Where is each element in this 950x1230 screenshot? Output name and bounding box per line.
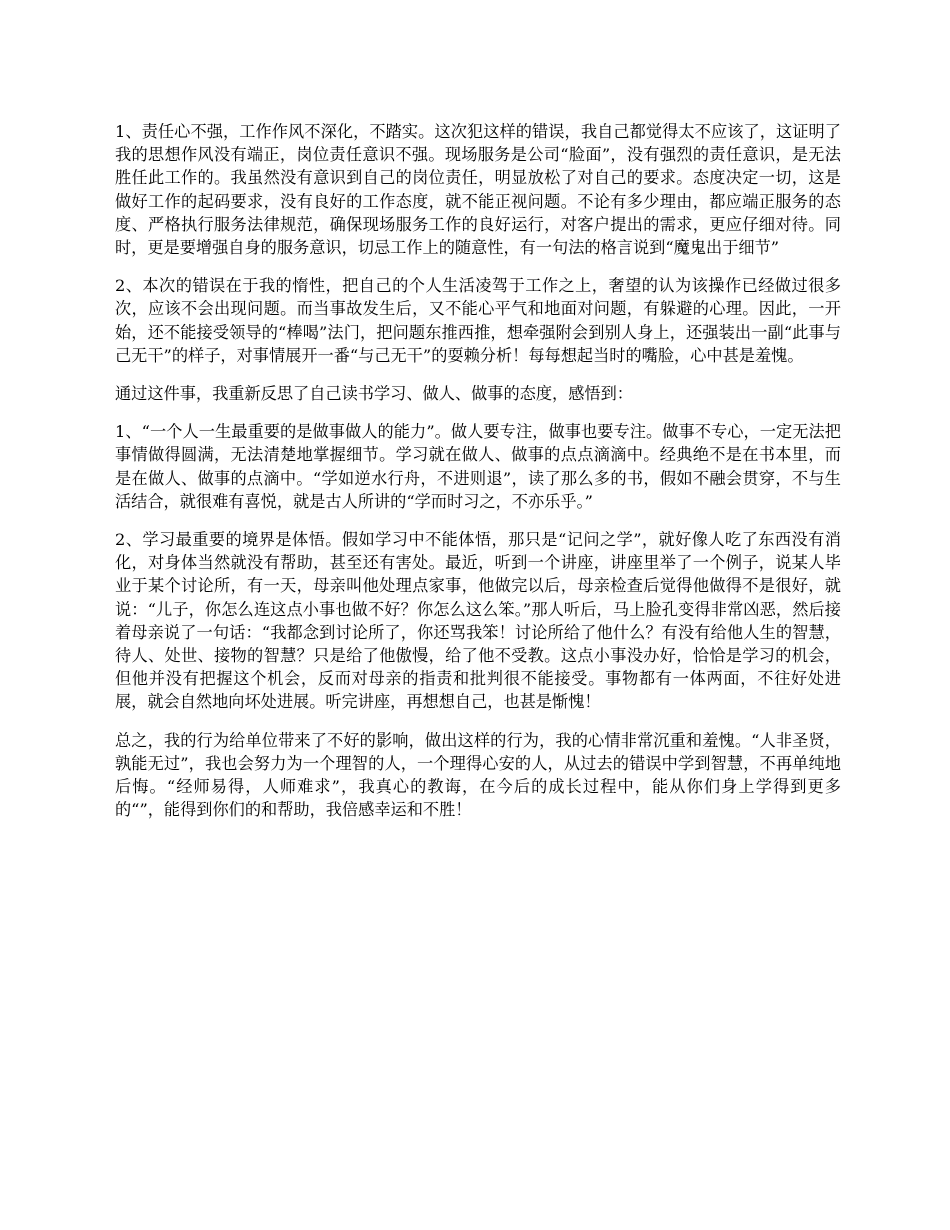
paragraph-comprehension: 2、学习最重要的境界是体悟。假如学习中不能体悟，那只是“记问之学”，就好像人吃了东西没有消化，对身体当然就没有帮助，甚至还有害处。最近，听到一个讲座，讲座里举了一个例子，说某人毕业于某个讨论所，有一天，母亲叫他处理点家事，他做完以后，母亲检查后觉得他做得不是很好，就说：“儿子，你怎么连这点小事也做不好？你怎么这么笨。”那人听后，马上脸孔变得非常凶恶，然后接着母亲说了一句话：“我都念到讨论所了，你还骂我笨！讨论所给了他什么？有没有给他人生的智慧，待人、处世、接物的智慧？只是给了他傲慢，给了他不受教。这点小事没办好，恰恰是学习的机会，但他并没有把握这个机会，反而对母亲的指责和批判很不能接受。事物都有一体两面，不往好处进展，就会自然地向坏处进展。听完讲座，再想想自己，也甚是惭愧！ [115,530,841,712]
paragraph-ability: 1、“一个人一生最重要的是做事做人的能力”。做人要专注，做事也要专注。做事不专心，一定无法把事情做得圆满，无法清楚地掌握细节。学习就在做人、做事的点点滴滴中。经典绝不是在书本里，而是在做人、做事的点滴中。“学如逆水行舟，不进则退”，读了那么多的书，假如不融会贯穿，不与生活结合，就很难有喜悦，就是古人所讲的“学而时习之，不亦乐乎。” [115,422,841,511]
document-body [115,120,841,836]
paragraph-responsibility: 1、责任心不强，工作作风不深化，不踏实。这次犯这样的错误，我自己都觉得太不应该了，这证明了我的思想作风没有端正，岗位责任意识不强。现场服务是公司“脸面”，没有强烈的责任意识，是无法胜任此工作的。我虽然没有意识到自己的岗位责任，明显放松了对自己的要求。态度决定一切，这是做好工作的起码要求，没有良好的工作态度，就不能正视问题。不论有多少理由，都应端正服务的态度、严格执行服务法律规范，确保现场服务工作的良好运行，对客户提出的需求，更应仔细对待。同时，更是要增强自身的服务意识，切忌工作上的随意性，有一句法的格言说到“魔鬼出于细节” [115,122,841,258]
paragraph-laziness: 2、本次的错误在于我的惰性，把自己的个人生活凌驾于工作之上，奢望的认为该操作已经做过很多次，应该不会出现问题。而当事故发生后，又不能心平气和地面对问题，有躲避的心理。因此，一开始，还不能接受领导的“棒喝”法门，把问题东推西推，想牵强附会到别人身上，还强装出一副“此事与己无干”的样子，对事情展开一番“与己无干”的耍赖分析！每每想起当时的嘴脸，心中甚是羞愧。 [115,276,841,365]
paragraph-reflection-intro: 通过这件事，我重新反思了自己读书学习、做人、做事的态度，感悟到： [115,384,633,404]
paragraph-conclusion: 总之，我的行为给单位带来了不好的影响，做出这样的行为，我的心情非常沉重和羞愧。“人非圣贤，孰能无过”，我也会努力为一个理智的人，一个理得心安的人，从过去的错误中学到智慧，不再单纯地后悔。“经师易得，人师难求”，我真心的教诲，在今后的成长过程中，能从你们身上学得到更多的“”，能得到你们的和帮助，我倍感幸运和不胜！ [115,730,841,820]
